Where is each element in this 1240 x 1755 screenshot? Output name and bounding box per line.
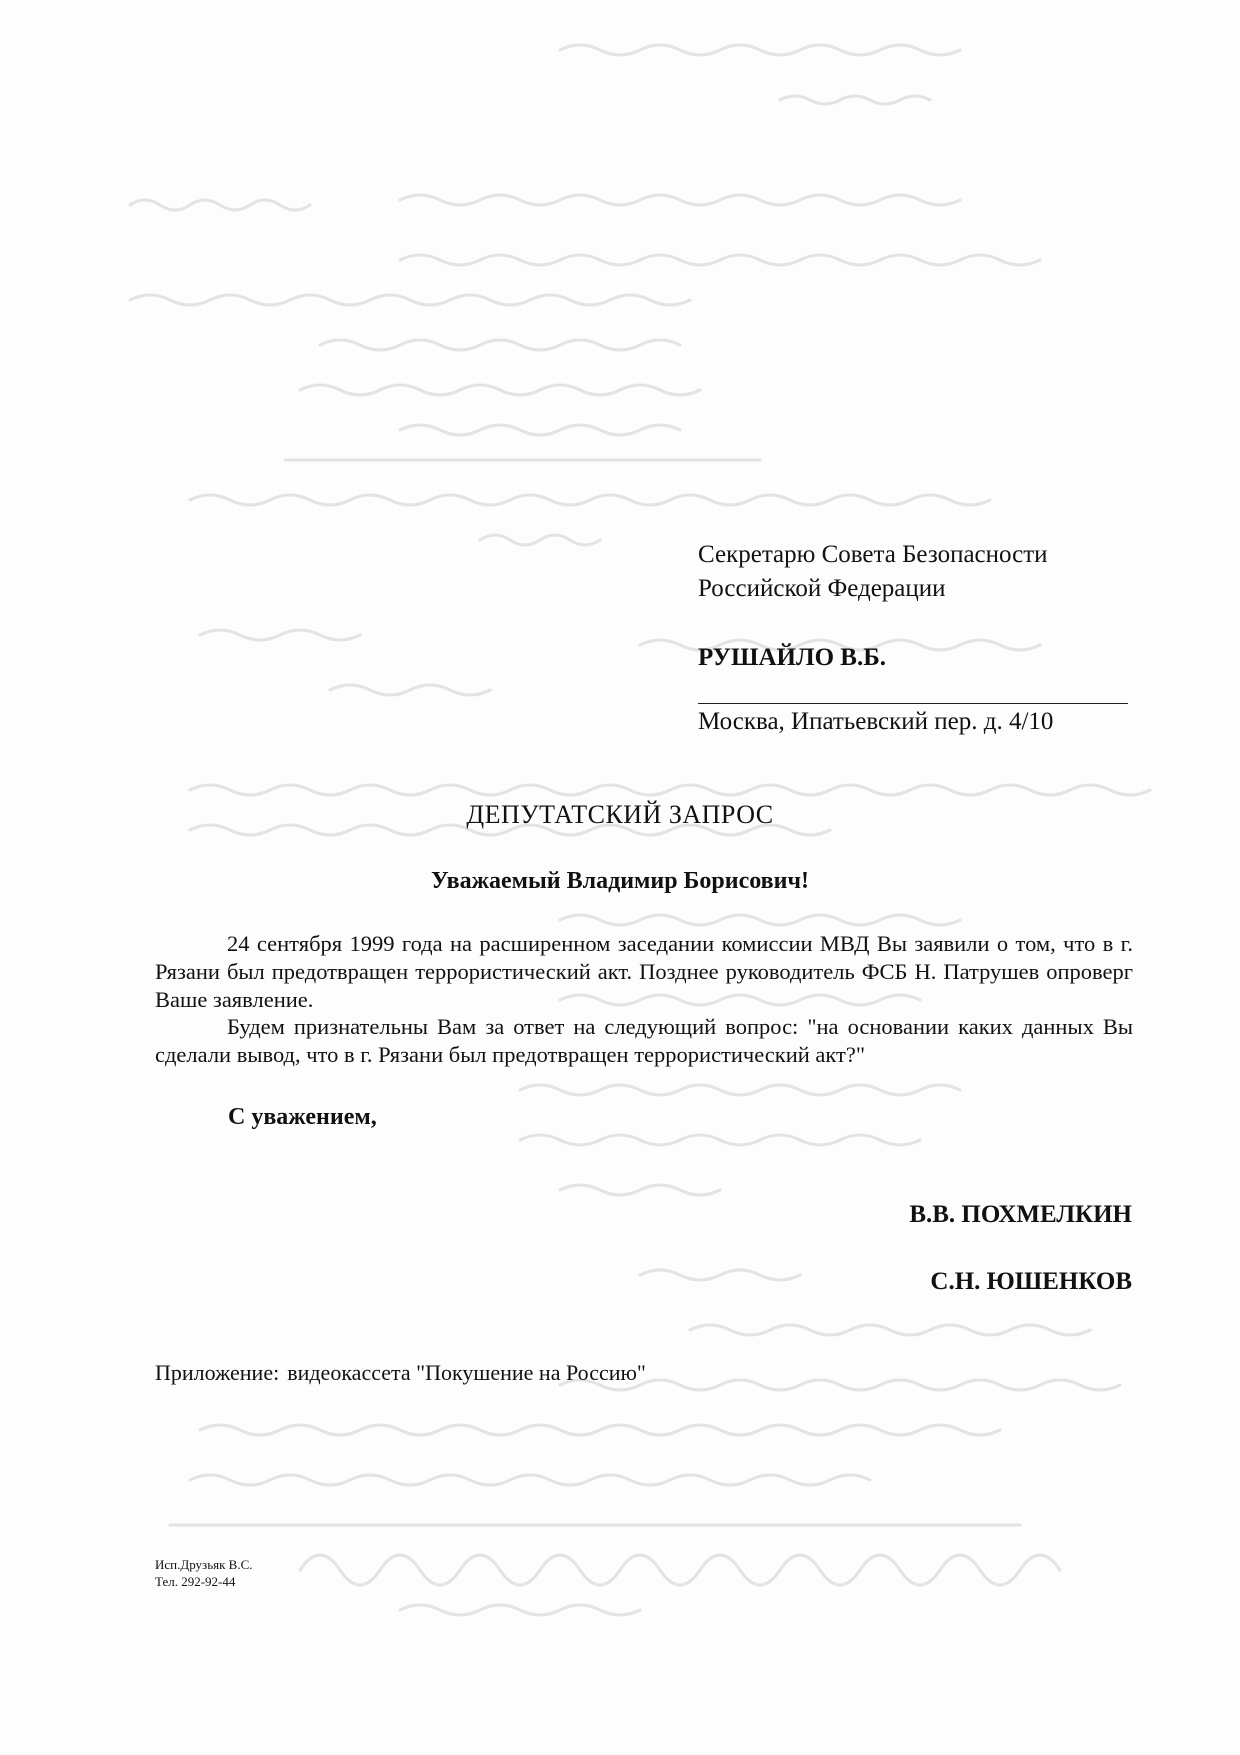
body-paragraph-1-block [155,930,1133,1014]
addressee-address: Москва, Ипатьевский пер. д. 4/10 [698,708,1054,735]
address-underline [698,703,1128,704]
addressee-title [698,538,1048,606]
executor-name: Исп.Друзьяк В.С. [155,1557,253,1572]
executor-phone: Тел. 292-92-44 [155,1574,236,1589]
closing: С уважением, [228,1104,377,1130]
signer-2: С.Н. ЮШЕНКОВ [930,1268,1132,1295]
attachment-note [155,1360,646,1386]
body-paragraph-1: 24 сентября 1999 года на расширенном заседании комиссии МВД Вы заявили о том, что в г. Рязани был предотвращен террористический акт. Позднее руководитель ФСБ Н. Патрушев опроверг Ваше заявление. [155,931,1133,1012]
salutation: Уважаемый Владимир Борисович! [431,868,809,894]
attachment-value: видеокассета "Покушение на Россию" [287,1360,646,1385]
body-paragraph-2-block [155,1013,1133,1069]
addressee-line-1: Секретарю Совета Безопасности [698,541,1048,568]
addressee-name: РУШАЙЛО В.Б. [698,644,886,671]
document-heading: ДЕПУТАТСКИЙ ЗАПРОС [466,800,774,829]
body-paragraph-2: Будем признательны Вам за ответ на следующий вопрос: "на основании каких данных Вы сделали вывод, что в г. Рязани был предотвращен террористический акт?" [155,1014,1133,1067]
executor-info [155,1556,253,1590]
addressee-line-2: Российской Федерации [698,575,946,602]
attachment-label: Приложение: [155,1360,280,1385]
signer-1: В.В. ПОХМЕЛКИН [909,1201,1132,1228]
